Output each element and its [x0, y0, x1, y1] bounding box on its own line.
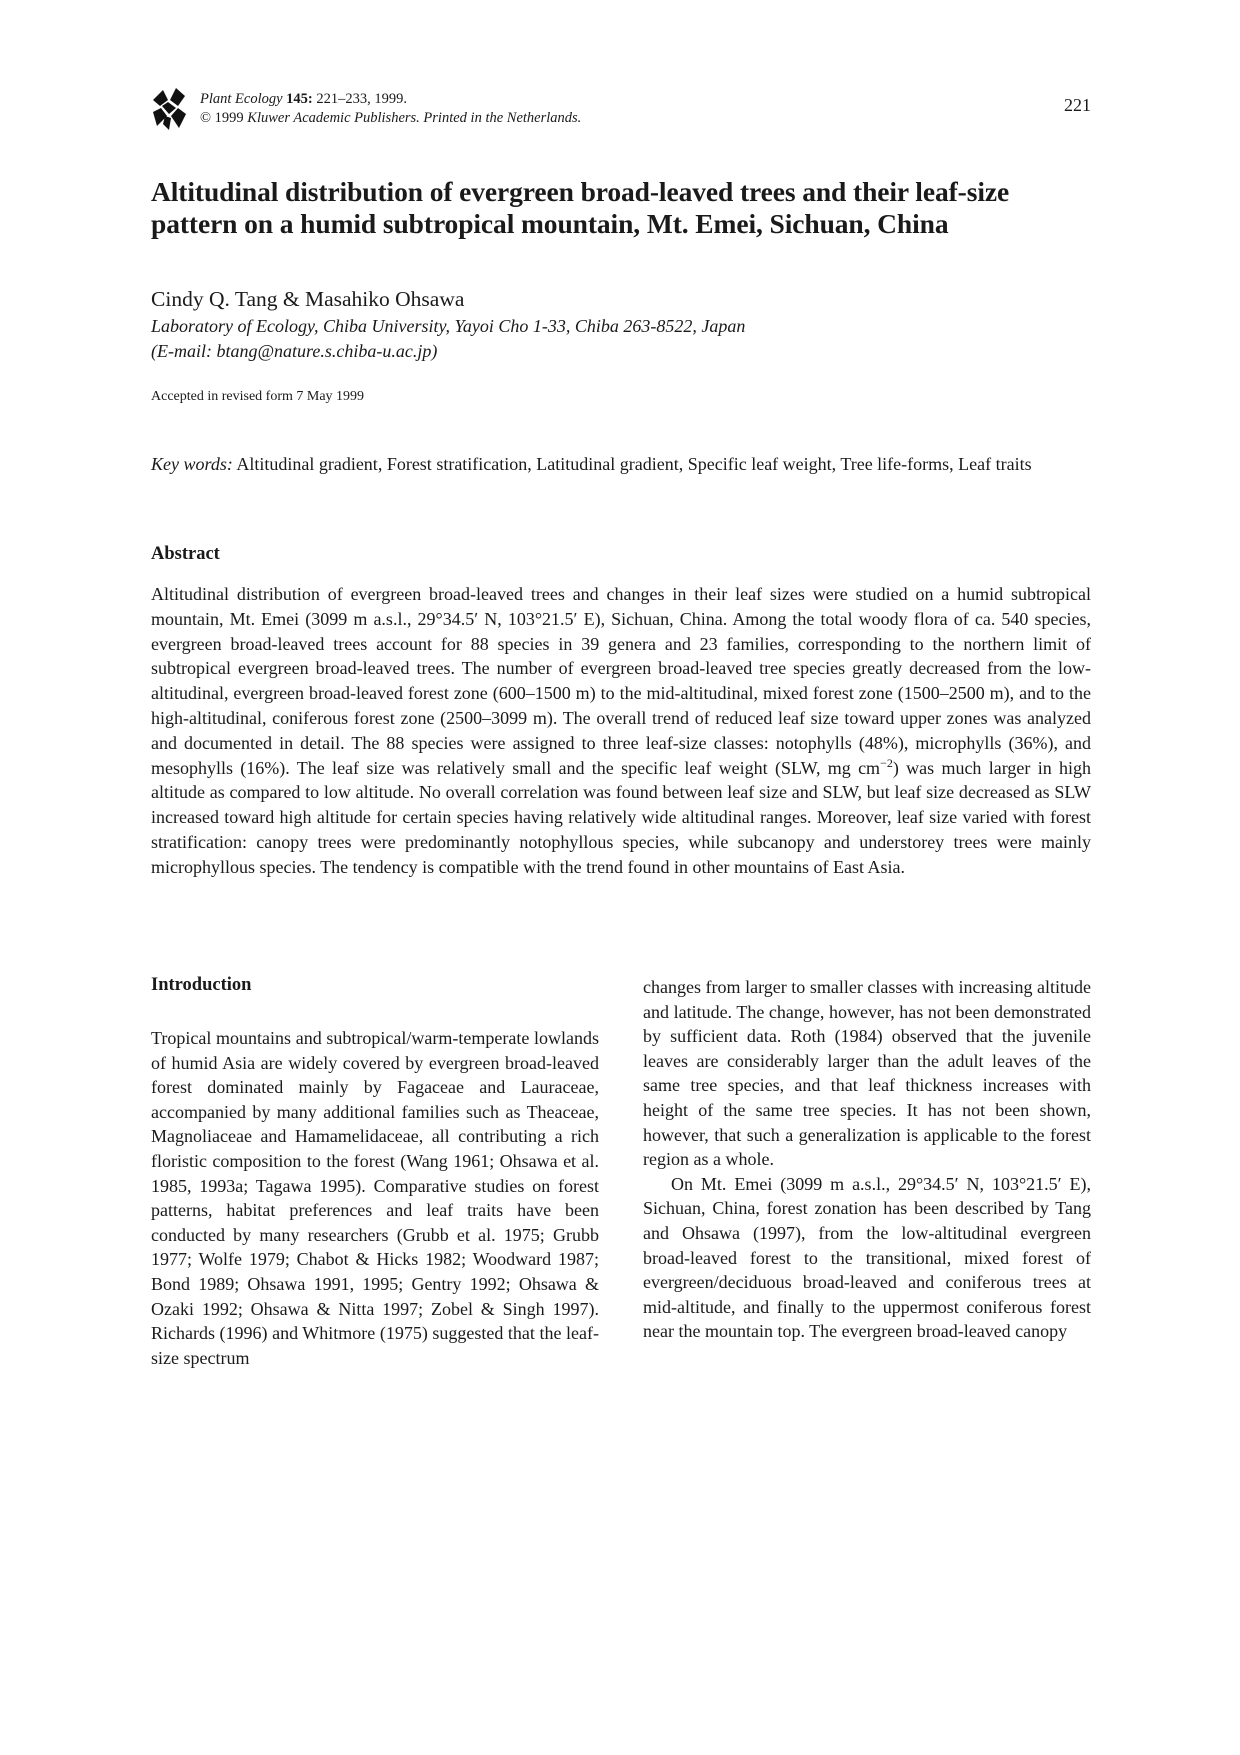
journal-volume: 145:: [286, 91, 313, 107]
email: (E-mail: btang@nature.s.chiba-u.ac.jp): [151, 341, 438, 361]
accepted-date: Accepted in revised form 7 May 1999: [151, 389, 365, 404]
abstract-part-1: Altitudinal distribution of evergreen broad-leaved trees and changes in their leaf sizes were studied on a humid subtropical mountain, Mt. Emei (3099 m a.s.l., 29°34.5′ N, 103°21.5′ E), Sichuan, China. Among the total woody flora of ca. 540 species, evergreen broad-leaved trees account for 88 species in 39 genera and 23 families, corresponding to the northern limit of subtropical evergreen broad-leaved trees. The number of evergreen broad-leaved tree species greatly decreased from the low-altitudinal, evergreen broad-leaved forest zone (600–1500 m) to the mid-altitudinal, mixed forest zone (1500–2500 m), and to the high-altitudinal, coniferous forest zone (2500–3099 m). The overall trend of reduced leaf size toward upper zones was analyzed and documented in detail. The 88 species were assigned to three leaf-size classes: notophylls (48%), microphylls (36%), and mesophylls (16%). The leaf size was relatively small and the specific leaf weight (SLW, mg cm: [151, 584, 1091, 778]
introduction-paragraph: On Mt. Emei (3099 m a.s.l., 29°34.5′ N, 103°21.5′ E), Sichuan, China, forest zonation has been described by Tang and Ohsawa (1997), from the low-altitudinal evergreen broad-leaved forest to the transitional, mixed forest of evergreen/deciduous broad-leaved and coniferous trees at mid-altitude, and finally to the uppermost coniferous forest near the mountain top. The evergreen broad-leaved canopy: [643, 1173, 1091, 1342]
affiliation-block: [151, 314, 745, 364]
journal-pages-year: 221–233, 1999.: [316, 91, 408, 107]
publisher: Kluwer Academic Publishers.: [247, 110, 420, 126]
keywords: [151, 452, 1091, 477]
publisher-logo-icon: [151, 86, 187, 130]
abstract-heading: Abstract: [151, 544, 220, 564]
introduction-column-1: Tropical mountains and subtropical/warm-temperate lowlands of humid Asia are widely covered by evergreen broad-leaved forest dominated mainly by Fagaceae and Lauraceae, accompanied by many additional families such as Theaceae, Magnoliaceae and Hamamelidaceae, all contributing a rich floristic composition to the forest (Wang 1961; Ohsawa et al. 1985, 1993a; Tagawa 1995). Comparative studies on forest patterns, habitat preferences and leaf traits have been conducted by many researchers (Grubb et al. 1975; Grubb 1977; Wolfe 1979; Chabot & Hicks 1982; Woodward 1987; Bond 1989; Ohsawa 1991, 1995; Gentry 1992; Ohsawa & Ozaki 1992; Ohsawa & Nitta 1997; Zobel & Singh 1997). Richards (1996) and Whitmore (1975) suggested that the leaf-size spectrum: [151, 1028, 599, 1368]
introduction-column-2: [643, 975, 1091, 1344]
introduction-paragraph: changes from larger to smaller classes with increasing altitude and latitude. The change, however, has not been demonstrated by sufficient data. Roth (1984) observed that the juvenile leaves are considerably larger than the adult leaves of the same tree species, and that leaf thickness increases with height of the same tree species. It has not been shown, however, that such a generalization is applicable to the forest region as a whole.: [643, 977, 1091, 1170]
introduction-heading: Introduction: [151, 975, 252, 995]
copyright: © 1999: [200, 110, 244, 126]
page-number: 221: [1064, 95, 1091, 115]
paper-page: [151, 0, 1091, 1755]
affiliation: Laboratory of Ecology, Chiba University, Yayoi Cho 1-33, Chiba 263-8522, Japan: [151, 316, 746, 336]
printed-note: Printed in the Netherlands.: [423, 110, 582, 126]
abstract-superscript: −2: [880, 755, 893, 770]
abstract-text: [151, 582, 1091, 880]
authors: Cindy Q. Tang & Masahiko Ohsawa: [151, 287, 465, 311]
journal-citation: [200, 90, 581, 128]
journal-name: Plant Ecology: [200, 91, 283, 107]
abstract-part-2: ) was much larger in high altitude as compared to low altitude. No overall correlation was found between leaf size and SLW, but leaf size decreased as SLW increased toward high altitude for certain species having relatively wide altitudinal ranges. Moreover, leaf size varied with forest stratification: canopy trees were predominantly notophyllous species, while subcanopy and understorey trees were mainly microphyllous species. The tendency is compatible with the trend found in other mountains of East Asia.: [151, 757, 1091, 877]
keywords-label: Key words:: [151, 454, 233, 474]
paper-title: Altitudinal distribution of evergreen broad-leaved trees and their leaf-size pattern on a humid subtropical mountain, Mt. Emei, Sichuan, China: [151, 176, 1010, 239]
keywords-text: Altitudinal gradient, Forest stratification, Latitudinal gradient, Specific leaf weight, Tree life-forms, Leaf traits: [236, 454, 1032, 474]
